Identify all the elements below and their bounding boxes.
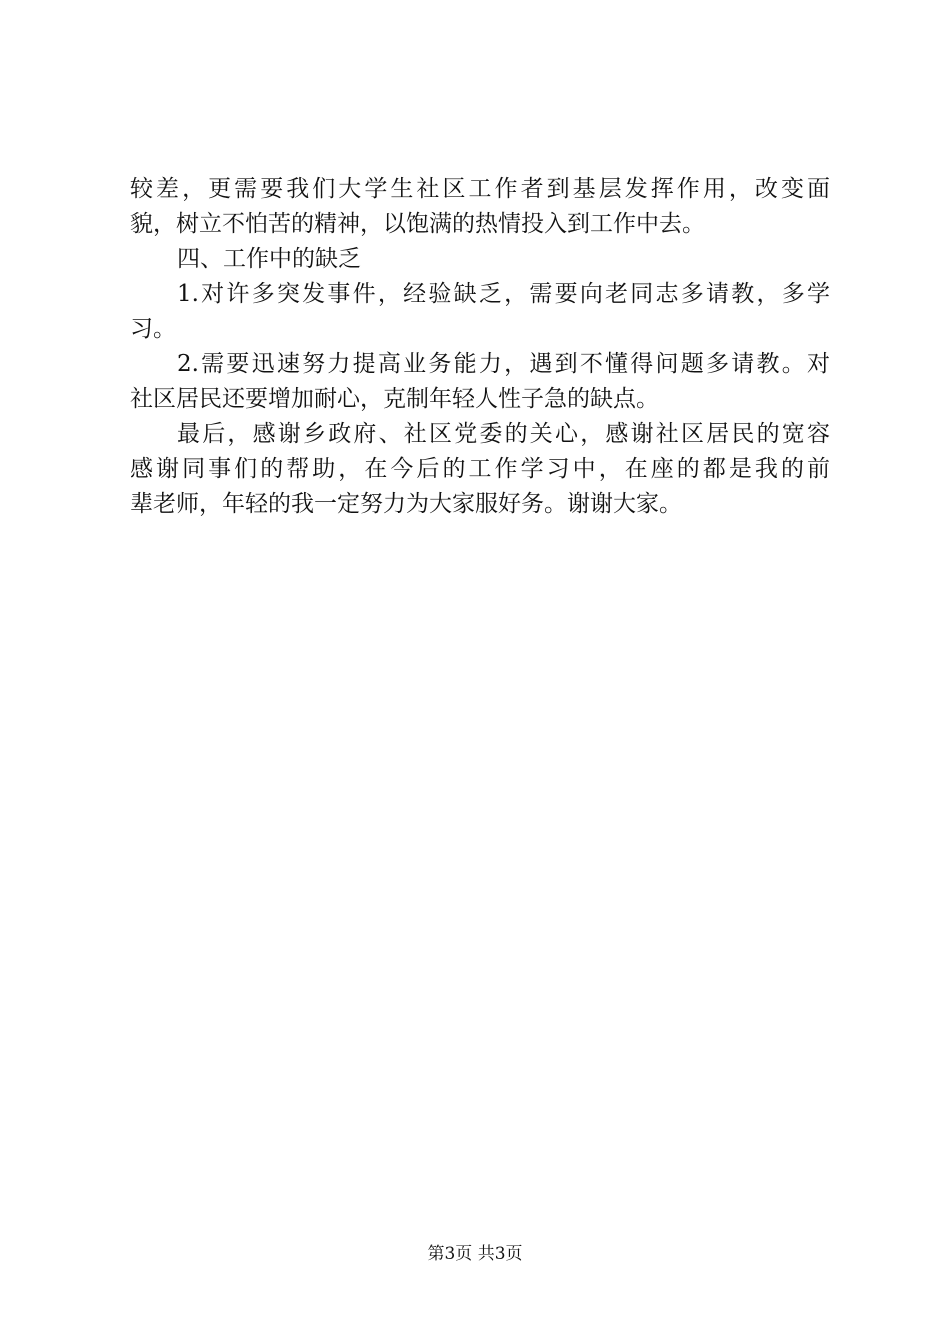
body-line: 感谢同事们的帮助，在今后的工作学习中，在座的都是我的前: [130, 456, 830, 482]
body-line: 较差，更需要我们大学生社区工作者到基层发挥作用，改变面: [130, 176, 830, 202]
closing-paragraph: 最后，感谢乡政府、社区党委的关心，感谢社区居民的宽容: [177, 421, 830, 447]
list-item-2: 2.需要迅速努力提高业务能力，遇到不懂得问题多请教。对: [177, 351, 830, 377]
page-number-footer: 第3页 共3页: [427, 1244, 523, 1264]
list-item-1: 1.对许多突发事件，经验缺乏，需要向老同志多请教，多学: [177, 281, 830, 307]
body-line: 社区居民还要增加耐心，克制年轻人性子急的缺点。: [130, 386, 659, 412]
section-heading: 四、工作中的缺乏: [177, 246, 361, 272]
document-body: [130, 172, 830, 522]
body-line: 习。: [130, 316, 176, 342]
body-line: 貌，树立不怕苦的精神，以饱满的热情投入到工作中去。: [130, 211, 705, 237]
body-line: 辈老师，年轻的我一定努力为大家服好务。谢谢大家。: [130, 491, 682, 517]
